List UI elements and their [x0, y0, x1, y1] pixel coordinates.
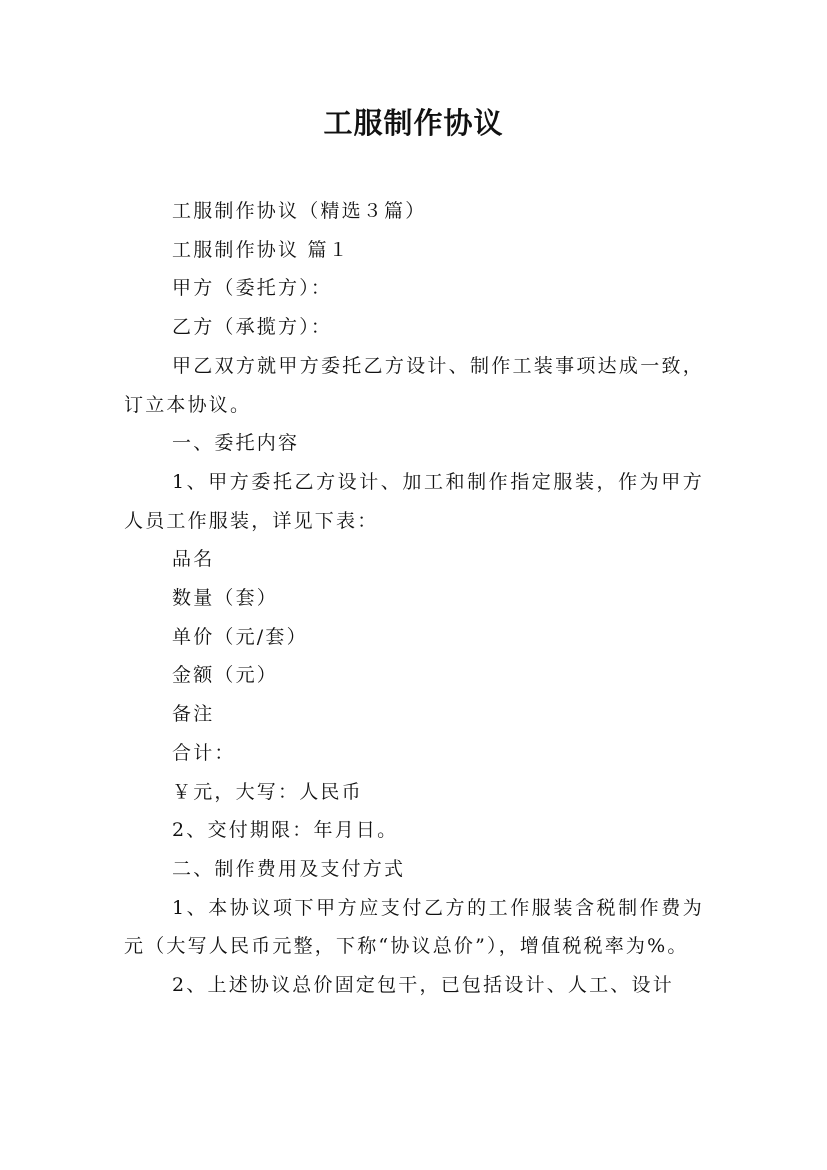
paragraph-item-amount: 金额（元） — [172, 664, 279, 687]
paragraph-fee-detail: 1、本协议项下甲方应支付乙方的工作服装含税制作费为元（大写人民币元整，下称“协议总价”），增值税税率为%。 — [124, 896, 704, 958]
paragraph-agreement-intro: 甲乙双方就甲方委托乙方设计、制作工装事项达成一致，订立本协议。 — [124, 354, 704, 416]
paragraph-party-b: 乙方（承揽方）： — [172, 316, 333, 339]
paragraph-subtitle: 工服制作协议（精选３篇） — [172, 200, 427, 222]
paragraph-heading-commission: 一、委托内容 — [172, 432, 300, 455]
paragraph-total-amount: ￥元，大写：人民币 — [172, 780, 363, 803]
paragraph-price-fixed: 2、上述协议总价固定包干，已包括设计、人工、设计 — [172, 974, 674, 997]
document-title: 工服制作协议 — [323, 106, 504, 140]
paragraph-item-unit-price: 单价（元/套） — [172, 625, 308, 648]
paragraph-item-remark: 备注 — [172, 703, 215, 726]
paragraph-heading-fees: 二、制作费用及支付方式 — [172, 857, 406, 880]
paragraph-total: 合计： — [172, 741, 236, 764]
paragraph-item-quantity: 数量（套） — [172, 587, 279, 610]
paragraph-item-name: 品名 — [172, 548, 215, 571]
paragraph-party-a: 甲方（委托方）： — [172, 277, 333, 300]
paragraph-delivery-deadline: 2、交付期限：年月日。 — [172, 819, 399, 842]
paragraph-section-heading: 工服制作协议 篇１ — [172, 238, 350, 261]
document-body — [124, 192, 704, 1005]
paragraph-commission-detail: 1、甲方委托乙方设计、加工和制作指定服装，作为甲方人员工作服装，详见下表： — [124, 470, 704, 532]
